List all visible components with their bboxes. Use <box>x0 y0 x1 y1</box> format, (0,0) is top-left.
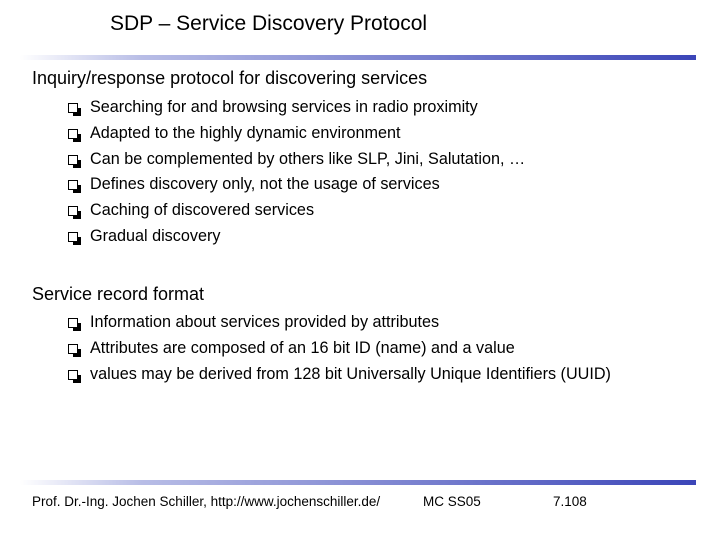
list-item <box>68 172 525 198</box>
checkbox-bullet-icon <box>68 206 78 216</box>
section-heading-inquiry: Inquiry/response protocol for discovering services <box>32 68 428 88</box>
checkbox-bullet-icon <box>68 232 78 242</box>
list-item-text: Can be complemented by others like SLP, Jini, Salutation, … <box>90 149 526 168</box>
checkbox-bullet-icon <box>68 344 78 354</box>
list-item <box>68 362 611 388</box>
checkbox-bullet-icon <box>68 318 78 328</box>
list-item <box>68 121 525 147</box>
checkbox-bullet-icon <box>68 103 78 113</box>
list-item <box>68 224 525 250</box>
footer-course: MC SS05 <box>423 494 481 509</box>
footer-author: Prof. Dr.-Ing. Jochen Schiller, http://www.jochenschiller.de/ <box>32 494 381 509</box>
list-item-text: Gradual discovery <box>90 226 221 245</box>
inquiry-bullet-list <box>68 95 525 250</box>
list-item-text: Adapted to the highly dynamic environment <box>90 123 401 142</box>
footer-divider <box>20 480 696 485</box>
list-item-text: Defines discovery only, not the usage of services <box>90 175 440 194</box>
footer-page-number: 7.108 <box>553 494 587 509</box>
list-item <box>68 147 525 173</box>
checkbox-bullet-icon <box>68 180 78 190</box>
list-item-text: Caching of discovered services <box>90 201 315 220</box>
checkbox-bullet-icon <box>68 370 78 380</box>
checkbox-bullet-icon <box>68 155 78 165</box>
list-item <box>68 198 525 224</box>
list-item <box>68 310 611 336</box>
title-divider <box>20 55 696 60</box>
list-item-text: Searching for and browsing services in radio proximity <box>90 98 478 116</box>
list-item <box>68 95 525 121</box>
section-heading-service-record: Service record format <box>32 284 205 304</box>
checkbox-bullet-icon <box>68 129 78 139</box>
list-item-text: Attributes are composed of an 16 bit ID (name) and a value <box>90 338 515 357</box>
service-record-bullet-list <box>68 310 611 387</box>
slide-title: SDP – Service Discovery Protocol <box>110 12 428 35</box>
list-item <box>68 336 611 362</box>
list-item-text: Information about services provided by attributes <box>90 313 440 331</box>
list-item-text: values may be derived from 128 bit Universally Unique Identifiers (UUID) <box>90 364 611 383</box>
